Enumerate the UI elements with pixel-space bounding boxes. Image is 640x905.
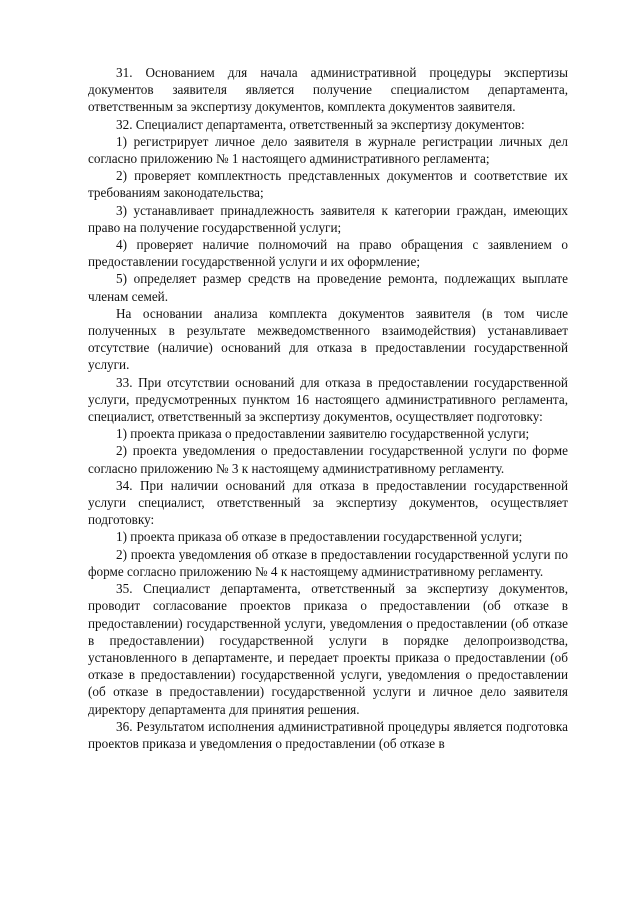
- paragraph-analysis: На основании анализа комплекта документов заявителя (в том числе полученных в результате межведомственного взаимодействия) устанавливает отсутствие (наличие) оснований для отказа в предоставлении государственной услуги.: [88, 305, 568, 373]
- list-item-32-3: 3) устанавливает принадлежность заявителя к категории граждан, имеющих право на получение государственной услуги;: [88, 202, 568, 235]
- list-item-33-1: 1) проекта приказа о предоставлении заявителю государственной услуги;: [116, 426, 530, 442]
- list-item-32-5: 5) определяет размер средств на проведение ремонта, подлежащих выплате членам семей.: [88, 271, 568, 304]
- paragraph-31: 31. Основанием для начала административной процедуры экспертизы документов заявителя является получение специалистом департамента, ответственным за экспертизу документов, комплекта документов заявителя.: [88, 65, 568, 115]
- paragraph-34: 34. При наличии оснований для отказа в предоставлении государственной услуги специалист, ответственный за экспертизу документов, осуществляет подготовку:: [88, 477, 568, 528]
- paragraph-35: 35. Специалист департамента, ответственный за экспертизу документов, проводит согласование проектов приказа о предоставлении (об отказе в предоставлении) государственной услуги, уведомления о предоставлении (об отказе в предоставлении) государственной услуги в порядке делопроизводства, установленного в департаменте, и передает проекты приказа о предоставлении (об отказе в предоставлении) государственной услуги, уведомления о предоставлении (об отказе в предоставлении) государственной услуги и личное дело заявителя директору департамента для принятия решения.: [88, 581, 568, 717]
- list-item-32-1: 1) регистрирует личное дело заявителя в журнале регистрации личных дел согласно приложению № 1 настоящего административного регламента;: [88, 133, 568, 167]
- paragraph-36: 36. Результатом исполнения административной процедуры является подготовка проектов приказа и уведомления о предоставлении (об отказе в: [88, 718, 568, 751]
- list-item-33-2: 2) проекта уведомления о предоставлении государственной услуги по форме согласно приложению № 3 к настоящему административному регламенту.: [88, 443, 568, 476]
- paragraph-32: 32. Специалист департамента, ответственный за экспертизу документов:: [116, 116, 525, 132]
- document-page: [88, 64, 568, 752]
- list-item-32-2: 2) проверяет комплектность представленных документов и соответствие их требованиям законодательства;: [88, 168, 568, 201]
- list-item-34-1: 1) проекта приказа об отказе в предоставлении государственной услуги;: [116, 529, 523, 545]
- list-item-32-4: 4) проверяет наличие полномочий на право обращения с заявлением о предоставлении государственной услуги и их оформление;: [88, 237, 568, 270]
- list-item-34-2: 2) проекта уведомления об отказе в предоставлении государственной услуги по форме согласно приложению № 4 к настоящему административному регламенту.: [88, 546, 568, 579]
- paragraph-33: 33. При отсутствии оснований для отказа в предоставлении государственной услуги, предусмотренных пунктом 16 настоящего административного регламента, специалист, ответственный за экспертизу документов, осуществляет подготовку:: [88, 374, 568, 425]
